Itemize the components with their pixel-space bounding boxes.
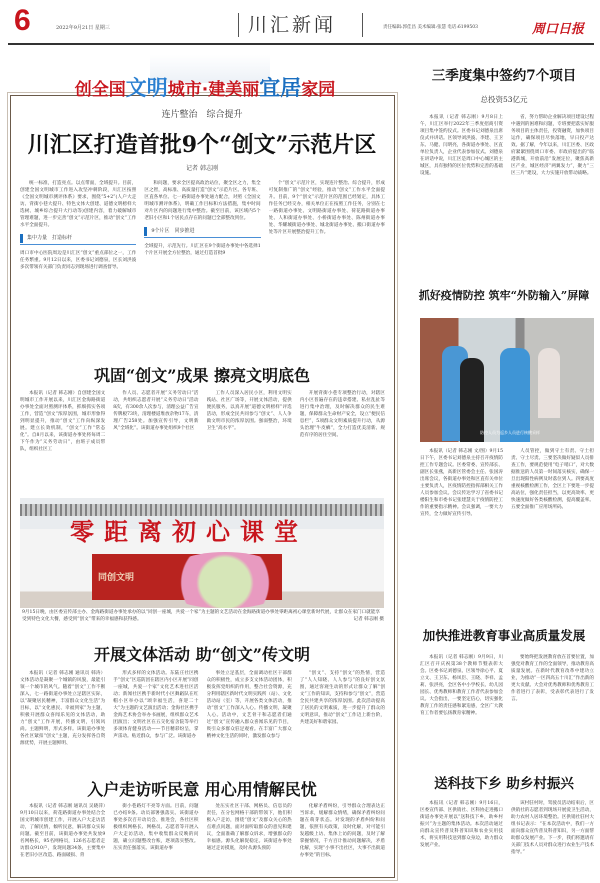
paragraph: 统一标准，打造亮点。以点带面，全域提升。目前，创建全国文明城市工作进入攻坚冲刺阶段，川汇区按照《全国文明城市测评体系》要求，围绕“5+2”(人户大走访、背街小巷大提升、特色文体大创建、道德文明榜样大选树、城乡综合提升大行动等)创建内容，着力破解城市管理难题，进一步完善“创文”示范片区，推动“创文”工作水平全面提升。 <box>20 181 137 228</box>
banner-text: 城市 <box>167 80 202 100</box>
article-body <box>420 800 594 872</box>
wall-sign: 零距离初心课堂 <box>70 518 308 546</box>
subhead-text: 集中力量 打造标杆 <box>27 235 73 241</box>
kicker: 连片整治 综合提升 <box>161 110 243 120</box>
column <box>144 180 260 340</box>
column: 作人员、志愿者开展“义务劳动日”活动，共组织志愿者开展“义务劳动日”活动8次，有300余人次参与，清理公益广告宣传牌板73块，清理楼道堆放杂物17车，清理广告258处。加强宣传引导，文明新风“全域化”。该街道办事处组织9个社区 <box>113 391 199 431</box>
lead-body <box>20 180 385 340</box>
column: 省，努力帮助企业解决项目建设过程中遇到的困难和问题，专班要把落实好服务项目的主体责任，投资融资，加快项目运作，确保项目尽快落地，早日投产达效。据了解，今年以来，川汇区委、区政府紧紧围绕周口市委、市政府提出的“临港新城，开放前沿”发展定位，聚焦高新区产业，城区经济“两翼发力”，聚力“三区三片”建设，大力实施开放带动战略。 <box>511 115 594 176</box>
dancers-heart <box>160 552 290 608</box>
paragraph: 和问题，要求全区提高政治站位，聚全区之力，集全区之智，高标准、高质量打造“创文”示范片区。各专班、区直各单位、七一路街道办事处通力配合，对照《全国文明城市测评体系》，明确工作目标和方法措施，集中时间对片区内的问题进行集中整治。截至目前，该区域内5个老旧小区和1个居民点存在的问题已全部整改到位。 <box>144 181 261 221</box>
column: 本报讯（记者 韩志刚 通讯员 吴晓萍）9月10日以来，荷花路街道办事处结合全国文明城市创建工作，开展入户大走访活动，了解民情，倾听民意，解决群众实际问题。截至目前，该街道办事处共发放9名网格长，95名网格员，126名志愿者走访群众910户，发现问题34条，主要集中在老旧小区改造、路面破损、背 <box>20 804 106 858</box>
column: 本报讯（记者 韩志刚）9月16日，区委宣传部、区供销社、区科协走进搬口街道办事处开展以“送科技下乡，助乡村振兴”为主题的集体活动。本次活动通过向群众宣传普及科普知识和农业实用技术，将实用科技送到群众身边，助力群众发展产业。 <box>420 801 503 848</box>
campaign-banner: 创全国文明城市·建美丽宜居家园 <box>74 76 336 100</box>
article-headline: 三季度集中签约7个项目 <box>431 68 577 84</box>
event-photo <box>20 498 384 608</box>
article-headline: 抓好疫情防控 筑牢“外防输入”屏障 <box>418 289 590 302</box>
banner-text: 宜居 <box>259 76 302 100</box>
paragraph: 全域提升，示范先行。川汇区在9个街道办事处中各选择1个片区开展全方位整治，通过打造首批9 <box>144 244 261 256</box>
subhead <box>144 227 260 238</box>
column: 本报讯（记者 韩志刚 通讯员 韩涛）文体活动是凝聚一个城镇的风貌，最能引领一个城市的风气。随着“创文”工作不断深入，七一路街道办事处立足辖区实际，以“凝聚居民精神，丰富群众文化生活”为目标，以“文化惠民、幸福到家”为主题，积极开展群众喜闻乐见的文体活动，助力“创文”工作开展，传播文明，引领风尚。主题鲜明，形式多样。该街道办事处各社区紧扣“创文”主题，充分发挥各自资源优势，开展主题鲜明、 <box>20 671 106 746</box>
editor-info: 责任编辑:郭佳昌 美术编辑:张慧 电话:6199503 <box>383 25 478 30</box>
caption-text: 9月15日晚，由区委宣传部主办、金海路街道办事处承办的以“同创一座城，共爱一个家”为主题的文艺活动在金海路街道办事处零距离初心课堂新时代展，让群众在家门口就能享受到特色文化大餐，感受到“创文”带来的幸福感和获得感。 <box>22 610 381 622</box>
column: 要始终把发展教育放在首要位置，加强党对教育工作的全面领导，推动教育高质量发展。在新时代教育改革中建功立业，为推动“一区四高五十川汇”作出新的更大贡献。大会对优秀教师和优秀教育工作者进行了表彰，受表彰代表进行了发言。 <box>511 655 594 702</box>
article-body <box>20 390 385 488</box>
article-headline: 入户走访听民意 用心用情解民忧 <box>87 780 317 799</box>
photo-credit: 记者 韩志刚 摄 <box>353 617 384 622</box>
column: 本报讯（记者 韩志刚）9月9日，川汇区召开庆祝第38个教师节暨表彰大会。区委书记刘德泉、区领导徐心平、夏立文、王卫东、杨凤臣、王晓、李祥、孟莉、张洪亮，全区各中小学校长、幼儿园园长、优秀教师和教育工作者代表参加会议。大会指出，一要坚定信心，切实强化教育工作的责任感和紧迫感，全区广大教育工作者要弘扬教育家精神。 <box>420 655 503 716</box>
article-body <box>20 670 385 760</box>
column: 工作人员深入居民小区，利用文明实践站、社区广场等，开展文体活动，提供便民服务，以真开展“道德文明榜样”评选活动，形成全民共同参与“创文”、人人争做文明市民的浓厚氛围。强弱整治，环境卫生“高水平”。 <box>206 391 292 431</box>
board-text: 同创文明 <box>98 573 135 583</box>
column: 街小巷路灯不亮等方面。目前，问题已办结9条。动员部署强落实。该街道办事处多次召开动员会、推进会，各社区积极组织网格长、网格员、志愿者等开展入户大走访活动，集中收集群众反映的问题，确立问题整改台账，逐项落实整改。压实责任强落实。该街道办事 <box>113 804 199 851</box>
column: “创文”、支持“创文”的热情，营造了“人人知晓、人人参与”的良好创文氛围，通过客观生动的形式让群众了解“创文”工作的知识，支持和参与“创文”，营造全民共建共享的浓厚氛围。此次活动提高了居民的文明素质，进一步提升了群众的文明意识，推动“创文”工作迈上新台阶，共建美好和谐家园。 <box>299 671 385 725</box>
article-body <box>420 654 594 762</box>
subhead <box>20 234 136 245</box>
banner-text: 家园 <box>301 80 336 100</box>
worker-figure <box>500 348 530 442</box>
article-body <box>420 448 594 576</box>
byline: 记者 韩志刚 <box>186 165 218 172</box>
article-headline: 开展文体活动 助“创文”传文明 <box>94 645 310 664</box>
photo-caption <box>22 609 384 623</box>
article-headline: 送科技下乡 助乡村振兴 <box>434 776 574 792</box>
column: 本报讯（记者 韩志刚）9月8日上午，川汇区举行2022年三季度招商引资项目集中签约仪式。区委书记刘德泉出席仪式并讲话。区领导刘洪波、李建、王卫东、马健、闫明亮，各街道办事处、区直单位负责人，企业代表参加仪式。刘德泉在讲话中说，川汇区是周口中心城区的主城区，具有独特的区位优势和完善的基础设施。 <box>420 115 503 176</box>
column: 开展背街小巷专项整治行动，对辖区内小区普遍存在的违章搭建、私拉乱扯等进行集中治理，及时解决群众的民生难题，保障群众生命财产安全，设立“便民信息栏”，5项群众文明素质提升行动，从源头治理“牛皮癣”，全力打造优美清新、规范有序的居住空间。 <box>299 391 385 438</box>
page-number: 6 <box>14 4 31 37</box>
column: 本报讯（记者 韩志刚）自创建全国文明城市工作开展以来，川汇区金海路街道办事处全面对照测评体系，抓细抓实各项工作，营造“创文”浓厚氛围，城市形象得到明显提升，推动“创文”工作向纵深发展。建立长效机制，“创文”工作“常态化”。自8月以来，该街道办事处将每周二下午作为“义务劳动日”，由班子成员带队，组织社区工 <box>20 391 106 452</box>
column: 个“创文”示范片区，实现连片整治、综合提升，形成可复制推广的“创文”经验，推动“创文”工作水平全面提升。目前，9个“创文”示范片区的范围已经划定，具体工作任务已经交办，相关单位正在按照工作任务，分别在七一路街道办事处、文明路街道办事处、荷花路街道办事处、人和街道办事处、小桥街道办事处、陈州街道办事处、华耀城街道办事处、城北街道办事处、搬口街道办事处等片区开展整治提升工作。 <box>268 181 385 235</box>
divider <box>238 13 239 37</box>
article-headline: 巩固“创文”成果 擦亮文明底色 <box>94 366 310 385</box>
subhead-text: 9个片区 同步推进 <box>151 228 195 234</box>
column: 本报讯（记者 韩志刚 文/图）9月15日下午，区委书记刘德泉主持召开疫情防控工作专题会议。区委常委、宣传部长、副区长张燕，高新区管委会主任、张国涛出席会议，各街道办事处和区直有关单位主要负责人，区疫情防控指挥部相关工作人员参加会议。会议传达学习了省委书记楼阳生和市委书记张建慧关于疫情防控工作的重要指示精神。会议强调，一要大力宣传，全力做好宣传引导。 <box>420 449 503 517</box>
column: 处压实社区干部、网格员、信息员的责任，在分包网格干部的带领下，他们积极入户走访，围绕“创文”及群众关心的热点难点问题，面对面听取群众的意见和建议，全面准确了解群众诉求，增强群众的幸福感。源头化解促稳定。该街道办事处通过走访摸底，及时从源头预防 <box>206 804 292 851</box>
column: 该村驻村时，驾驶员活动结束后，区供销社的志愿者到现场开展爱卫生活动，助力农村人居环境整治。区供销社驻村大组书记表示：“在本次活动中，我们一方面向群众宣传普及科普知识，另一方面帮助群众发展产业。下一步，我们将邀请有关部门技术人员对群众进行农业生产技术指导。” <box>511 801 594 855</box>
covid-testing-photo <box>420 318 594 442</box>
newspaper-logo: 周口日报 <box>532 22 585 37</box>
column <box>20 180 136 340</box>
column: 化解矛盾纠纷，引导群众合理表达正当诉求，缓解群众情绪，确保矛盾纠纷问题在萌芽状态。对发现的矛盾纠纷和问题，依照有关政策，及时化解，对可能引发越级上访、集体上访的问题，及时了解掌握情况，千方百计推动问题解决，矛盾化解，实现“小事不出社区，大事不出街道办事处”的目标。 <box>299 804 385 858</box>
subheadline: 总投资53亿元 <box>480 95 528 104</box>
section-title: 川汇新闻 <box>248 14 337 36</box>
column: 人员管控，做到守土有责、守土担责、守土尽责。三要坚决做好疑似人员排查工作，要规范使用“电子哨口”，对大数据推送的人员第一时间落实核实，确保一旦出现阳性病例及时落位到人。四要高度重视核酸检测工作，全区上下要进一步提高站位，强化责任担当，以更高效率、更快速度做好各类核酸检测，提高覆盖率。五要全面推广应用场所码。 <box>511 449 594 510</box>
column: 事处立足基层，全面调动社区干部群众的积极性，成立多支文体活动团体，积极发挥党组织的作用，整合社会资源，充分利用辖区新时代文明实践所（站）、文化活动站（室）等，开展各类文体活动，推动“创文”工作深入人心。传播文明，凝聚人心。活动中，文艺骨干和志愿者们通过“创文”宣传融入群众喜闻乐见的节目，吸引众多群众驻足观看。在丰富广大群众精神文化生活的同时，激发群众参与 <box>206 671 292 739</box>
lead-headline: 川汇区打造首批9个“创文”示范片区 <box>27 132 377 158</box>
divider <box>362 13 363 37</box>
header-rule <box>8 43 594 45</box>
banner-text: 文明 <box>125 76 168 100</box>
issue-date: 2022年9月21日 星期三 <box>56 25 110 31</box>
roof-decoration <box>20 504 384 516</box>
article-body <box>20 803 385 871</box>
banner-text: 建美丽 <box>208 80 260 100</box>
column: 形式多样的文体活动。东陆庄社区携手“创文”区巡防团在辖区内小区开展“同创一座城，共爱一个家”文化艺术进社区活动；新闻社区携手新时代小区舞蹈队在红帽小区举办以“颂幸福生活，喜迎二十大”为主题的文艺演出活动；金海社区携手金海艺术协会举办书画展，组织群众艺术团演出；文明社区在五交化宿舍院等举行多项体育健身活动——节目精彩纷呈，掌声雷动。贴近群众，参与广泛。该街道办 <box>113 671 199 739</box>
resident-figure <box>538 348 560 418</box>
article-headline: 加快推进教育事业高质量发展 <box>422 628 586 643</box>
paragraph: 周口市中心医院周边是川汇区“创文”重点部位之一，工作任务繁重。9月12日以来，区委书记刘德泉，区长刘洪波多次带领有关部门负责同志到现场进行调查督导。 <box>20 251 137 270</box>
banner-text: 创全国 <box>74 80 126 100</box>
article-body <box>420 114 594 282</box>
photo-caption: 防控人员为返乡人员进行核酸采样 <box>480 430 540 435</box>
